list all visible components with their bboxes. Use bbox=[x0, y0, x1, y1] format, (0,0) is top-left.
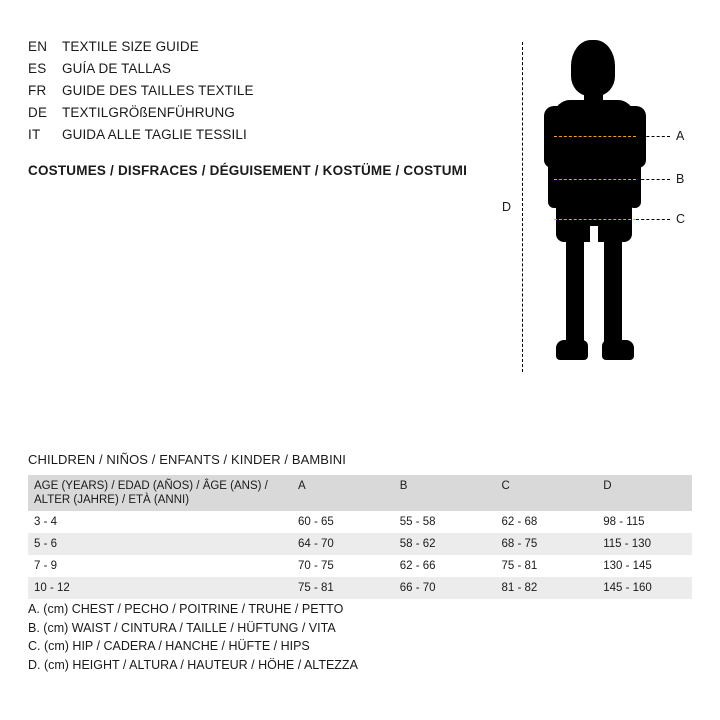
language-text-de: TEXTILGRÖßENFÜHRUNG bbox=[62, 105, 235, 120]
chest-guide-line-inner bbox=[554, 136, 636, 137]
language-code-de: DE bbox=[28, 105, 48, 120]
language-row-de bbox=[28, 102, 254, 124]
size-table bbox=[28, 475, 692, 599]
silhouette-crotch-gap bbox=[590, 226, 598, 244]
table-row bbox=[28, 555, 692, 577]
cell-c: 81 - 82 bbox=[487, 577, 589, 599]
category-line: COSTUMES / DISFRACES / DÉGUISEMENT / KOSTÜME / COSTUMI bbox=[28, 163, 468, 178]
table-row bbox=[28, 511, 692, 533]
waist-guide-line-inner bbox=[554, 179, 636, 180]
column-header-b: B bbox=[386, 475, 488, 511]
size-table-section bbox=[28, 452, 692, 599]
child-silhouette bbox=[540, 40, 650, 385]
column-header-a: A bbox=[284, 475, 386, 511]
language-row-it bbox=[28, 124, 254, 146]
cell-b: 66 - 70 bbox=[386, 577, 488, 599]
waist-guide-line-outer bbox=[636, 179, 670, 180]
table-header-row bbox=[28, 475, 692, 511]
cell-c: 62 - 68 bbox=[487, 511, 589, 533]
column-header-d: D bbox=[589, 475, 692, 511]
language-row-fr bbox=[28, 80, 254, 102]
chest-guide-line-outer bbox=[636, 136, 670, 137]
silhouette-shoe-left bbox=[556, 340, 588, 360]
silhouette-shoe-right bbox=[602, 340, 634, 360]
language-code-en: EN bbox=[28, 39, 48, 54]
cell-b: 58 - 62 bbox=[386, 533, 488, 555]
cell-c: 68 - 75 bbox=[487, 533, 589, 555]
language-row-en bbox=[28, 36, 254, 58]
table-row bbox=[28, 577, 692, 599]
cell-d: 145 - 160 bbox=[589, 577, 692, 599]
language-text-fr: GUIDE DES TAILLES TEXTILE bbox=[62, 83, 254, 98]
hip-guide-line-inner bbox=[554, 219, 636, 220]
cell-c: 75 - 81 bbox=[487, 555, 589, 577]
silhouette-leg-left bbox=[566, 236, 584, 350]
label-c: C bbox=[676, 212, 686, 226]
cell-age: 3 - 4 bbox=[28, 511, 284, 533]
hip-guide-line-outer bbox=[636, 219, 670, 220]
language-code-it: IT bbox=[28, 127, 41, 142]
language-code-fr: FR bbox=[28, 83, 47, 98]
silhouette-torso bbox=[554, 100, 634, 195]
legend-item-b: B. (cm) WAIST / CINTURA / TAILLE / HÜFTUNG / VITA bbox=[28, 620, 336, 635]
language-text-en: TEXTILE SIZE GUIDE bbox=[62, 39, 199, 54]
label-a: A bbox=[676, 129, 685, 143]
language-row-es bbox=[28, 58, 254, 80]
cell-a: 70 - 75 bbox=[284, 555, 386, 577]
language-code-es: ES bbox=[28, 61, 47, 76]
label-b: B bbox=[676, 172, 685, 186]
language-text-es: GUÍA DE TALLAS bbox=[62, 61, 171, 76]
column-header-c: C bbox=[487, 475, 589, 511]
cell-a: 64 - 70 bbox=[284, 533, 386, 555]
language-text-it: GUIDA ALLE TAGLIE TESSILI bbox=[62, 127, 247, 142]
legend-item-a: A. (cm) CHEST / PECHO / POITRINE / TRUHE / PETTO bbox=[28, 602, 344, 616]
table-row bbox=[28, 533, 692, 555]
legend-item-d: D. (cm) HEIGHT / ALTURA / HAUTEUR / HÖHE / ALTEZZA bbox=[28, 657, 358, 672]
legend-item-c: C. (cm) HIP / CADERA / HANCHE / HÜFTE / HIPS bbox=[28, 639, 310, 653]
cell-age: 10 - 12 bbox=[28, 577, 284, 599]
figure-diagram bbox=[480, 30, 710, 390]
height-guide-line bbox=[522, 42, 523, 372]
cell-d: 130 - 145 bbox=[589, 555, 692, 577]
silhouette-head bbox=[571, 40, 615, 96]
table-head bbox=[28, 475, 692, 511]
table-body bbox=[28, 511, 692, 599]
cell-d: 98 - 115 bbox=[589, 511, 692, 533]
cell-a: 75 - 81 bbox=[284, 577, 386, 599]
label-d: D bbox=[502, 200, 512, 214]
measurement-legend bbox=[28, 600, 358, 674]
cell-age: 5 - 6 bbox=[28, 533, 284, 555]
silhouette-leg-right bbox=[604, 236, 622, 350]
language-header-block bbox=[28, 36, 254, 146]
cell-b: 62 - 66 bbox=[386, 555, 488, 577]
table-title: CHILDREN / NIÑOS / ENFANTS / KINDER / BAMBINI bbox=[28, 452, 346, 467]
cell-d: 115 - 130 bbox=[589, 533, 692, 555]
cell-a: 60 - 65 bbox=[284, 511, 386, 533]
cell-b: 55 - 58 bbox=[386, 511, 488, 533]
cell-age: 7 - 9 bbox=[28, 555, 284, 577]
column-header-age: AGE (YEARS) / EDAD (AÑOS) / ÂGE (ANS) / ALTER (JAHRE) / ETÀ (ANNI) bbox=[28, 475, 284, 511]
